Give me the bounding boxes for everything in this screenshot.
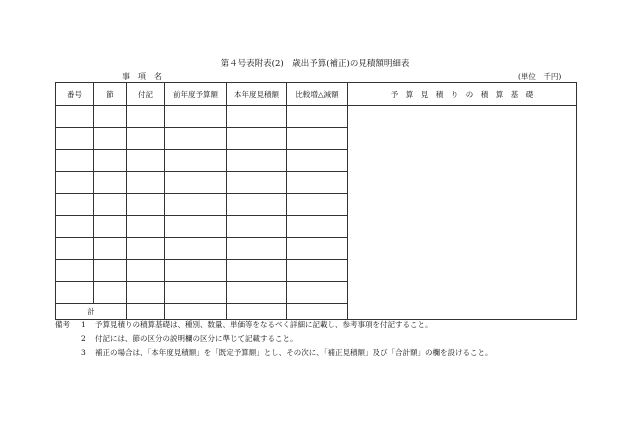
cell-number[interactable] [56,194,94,216]
unit-label: (単位 千円) [518,72,562,81]
cell-current-estimate[interactable] [227,260,287,282]
cell-prev-budget[interactable] [165,150,227,172]
item-name-label: 事 項 名 [122,72,162,81]
col-note-header: 付記 [127,83,165,106]
total-label: 計 [56,304,127,320]
cell-difference[interactable] [287,172,348,194]
remark-text: 補正の場合は、「本年度見積額」を「既定予算額」とし、その次に、「補正見積額」及び「合計額」の欄を設けること。 [95,348,493,357]
cell-prev-budget[interactable] [165,106,227,128]
cell-section[interactable] [94,106,127,128]
cell-basis[interactable] [348,106,577,320]
remark-text: 予算見積りの積算基礎は、種別、数量、単価等をなるべく詳細に記載し、参考事項を付記すること。 [95,320,433,329]
table-row [56,106,577,128]
cell-number[interactable] [56,172,94,194]
cell-number[interactable] [56,260,94,282]
cell-difference[interactable] [287,216,348,238]
cell-current-estimate[interactable] [227,216,287,238]
cell-prev-budget[interactable] [165,282,227,304]
col-current-estimate-header: 本年度見積額 [227,83,287,106]
cell-prev-budget[interactable] [165,194,227,216]
cell-note[interactable] [127,150,165,172]
cell-current-estimate[interactable] [227,128,287,150]
cell-section[interactable] [94,216,127,238]
cell-prev-budget[interactable] [165,216,227,238]
cell-note[interactable] [127,172,165,194]
cell-difference[interactable] [287,150,348,172]
remark-item [55,318,493,332]
col-basis-header: 予 算 見 積 り の 積 算 基 礎 [348,83,577,106]
cell-number[interactable] [56,106,94,128]
cell-section[interactable] [94,282,127,304]
cell-difference[interactable] [287,194,348,216]
col-prev-budget-header: 前年度予算額 [165,83,227,106]
cell-difference[interactable] [287,282,348,304]
form-title: 第４号表附表(2) 歳出予算(補正)の見積額明細表 [220,59,410,69]
cell-section[interactable] [94,260,127,282]
col-section-header: 節 [94,83,127,106]
cell-difference[interactable] [287,106,348,128]
cell-difference[interactable] [287,128,348,150]
cell-note[interactable] [127,216,165,238]
remark-number: 3 [81,348,86,357]
cell-section[interactable] [94,150,127,172]
cell-prev-budget[interactable] [165,128,227,150]
cell-current-estimate[interactable] [227,194,287,216]
cell-number[interactable] [56,150,94,172]
cell-note[interactable] [127,194,165,216]
cell-current-estimate[interactable] [227,150,287,172]
remarks-heading: 備考 [55,320,70,329]
cell-note[interactable] [127,282,165,304]
cell-section[interactable] [94,128,127,150]
cell-note[interactable] [127,238,165,260]
cell-prev-budget[interactable] [165,172,227,194]
remark-text: 付記には、節の区分の説明欄の区分に準じて記載すること。 [95,334,298,343]
cell-number[interactable] [56,216,94,238]
remark-number: 2 [81,334,86,343]
cell-current-estimate[interactable] [227,172,287,194]
estimate-table [55,82,577,320]
cell-current-estimate[interactable] [227,106,287,128]
header-row [56,83,577,106]
remark-item [55,332,493,346]
remarks [55,318,493,360]
remark-item [55,346,493,360]
cell-current-estimate[interactable] [227,238,287,260]
cell-prev-budget[interactable] [165,238,227,260]
cell-section[interactable] [94,194,127,216]
cell-difference[interactable] [287,260,348,282]
col-difference-header: 比較増△減額 [287,83,348,106]
cell-section[interactable] [94,238,127,260]
cell-current-estimate[interactable] [227,282,287,304]
cell-note[interactable] [127,106,165,128]
cell-section[interactable] [94,172,127,194]
cell-number[interactable] [56,282,94,304]
cell-note[interactable] [127,260,165,282]
cell-note[interactable] [127,128,165,150]
cell-number[interactable] [56,128,94,150]
cell-difference[interactable] [287,238,348,260]
cell-prev-budget[interactable] [165,260,227,282]
cell-number[interactable] [56,238,94,260]
col-number-header: 番号 [56,83,94,106]
remark-number: 1 [81,320,86,329]
